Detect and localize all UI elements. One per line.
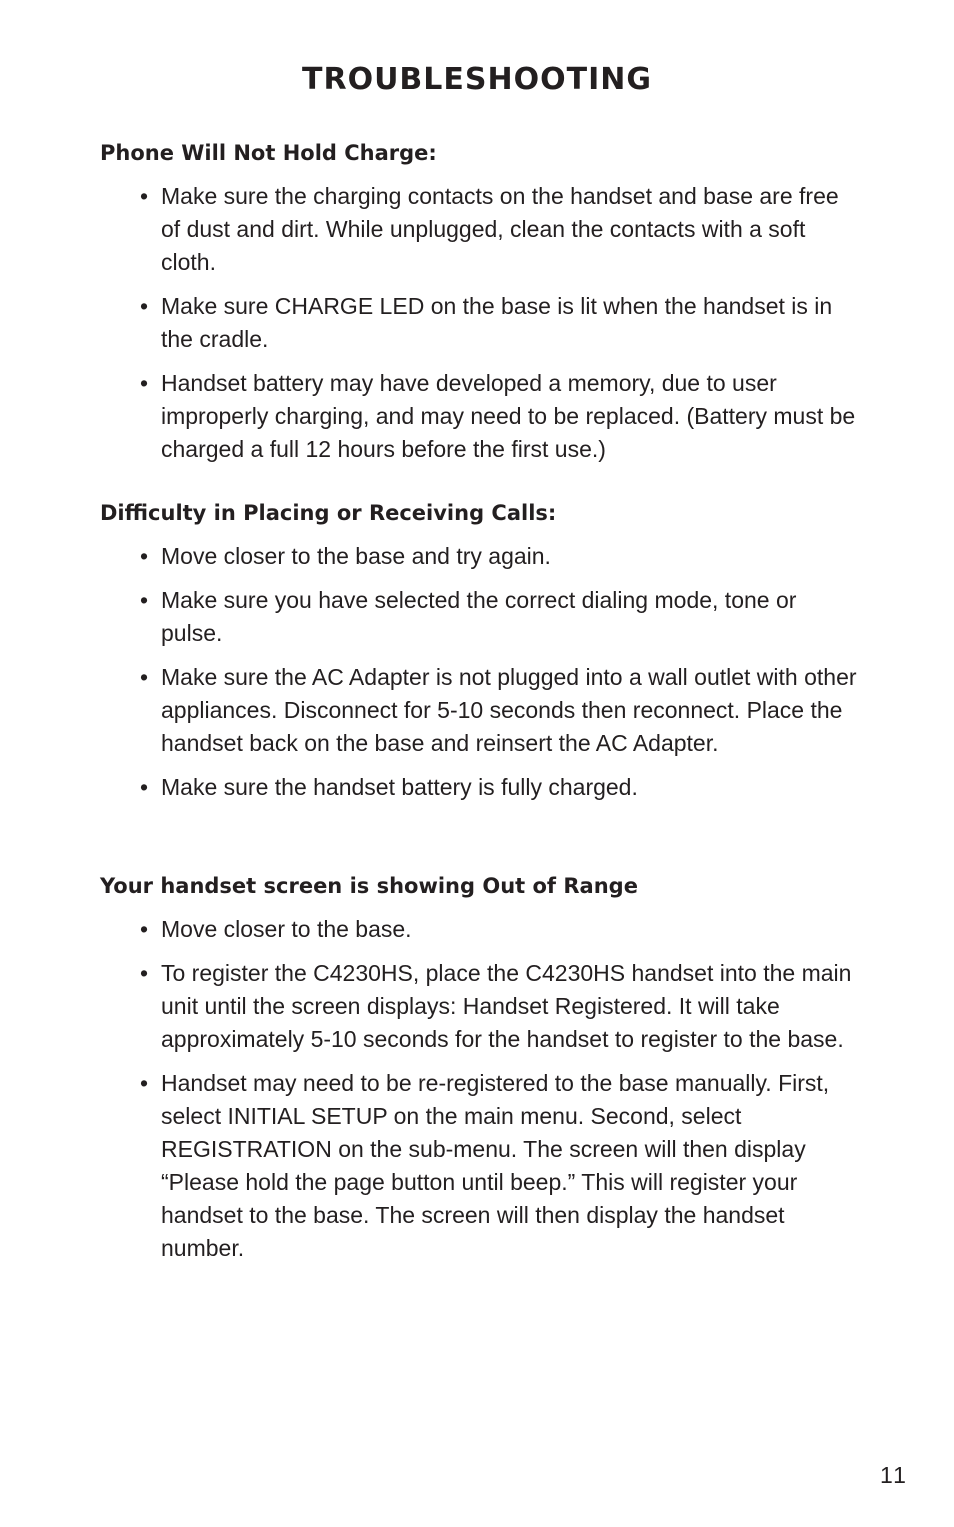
list-item-text: Move closer to the base. [161, 916, 412, 942]
list-item [100, 367, 860, 466]
list-item-text: Make sure CHARGE LED on the base is lit when the handset is in the cradle. [161, 293, 833, 352]
list-item-text: Move closer to the base and try again. [161, 543, 551, 569]
bullet-icon: • [140, 960, 149, 986]
section-heading: Your handset screen is showing Out of Range [100, 874, 638, 898]
bullet-icon: • [140, 916, 149, 942]
section-out-of-range [100, 872, 860, 1276]
bullet-icon: • [140, 183, 149, 209]
section-heading: Phone Will Not Hold Charge: [100, 141, 437, 165]
list-item-text: To register the C4230HS, place the C4230HS handset into the main unit until the screen displays: Handset Registered. It will take approximately 5-10 seconds for the handset to register to the base. [161, 960, 852, 1052]
bullet-icon: • [140, 370, 149, 396]
list-item [100, 661, 860, 760]
list-item-text: Make sure you have selected the correct dialing mode, tone or pulse. [161, 587, 797, 646]
list-item-text: Make sure the charging contacts on the handset and base are free of dust and dirt. While unplugged, clean the contacts with a soft cloth. [161, 183, 839, 275]
bullet-icon: • [140, 543, 149, 569]
bullet-list [100, 180, 860, 466]
bullet-icon: • [140, 664, 149, 690]
list-item-text: Handset may need to be re-registered to the base manually. First, select INITIAL SETUP on the main menu. Second, select REGISTRATION on the sub-menu. The screen will then display “Please hold the page button until beep.” This will register your handset to the base. The screen will then display the handset number. [161, 1070, 830, 1261]
list-item [100, 771, 860, 804]
bullet-icon: • [140, 1070, 149, 1096]
bullet-list [100, 540, 860, 804]
list-item [100, 540, 860, 573]
bullet-list [100, 913, 860, 1265]
bullet-icon: • [140, 293, 149, 319]
bullet-icon: • [140, 774, 149, 800]
list-item [100, 913, 860, 946]
list-item [100, 290, 860, 356]
page-title: TROUBLESHOOTING [302, 62, 652, 97]
section-phone-will-not-hold-charge [100, 139, 860, 477]
section-difficulty-placing-receiving-calls [100, 499, 860, 815]
list-item [100, 584, 860, 650]
list-item-text: Handset battery may have developed a memory, due to user improperly charging, and may need to be replaced. (Battery must be charged a full 12 hours before the first use.) [161, 370, 856, 462]
section-heading: Difficulty in Placing or Receiving Calls: [100, 501, 557, 525]
list-item-text: Make sure the AC Adapter is not plugged into a wall outlet with other appliances. Disconnect for 5-10 seconds then reconnect. Place the handset back on the base and reinsert the AC Adapter. [161, 664, 857, 756]
list-item [100, 957, 860, 1056]
list-item [100, 180, 860, 279]
bullet-icon: • [140, 587, 149, 613]
list-item-text: Make sure the handset battery is fully charged. [161, 774, 638, 800]
list-item [100, 1067, 860, 1265]
page-number: 11 [880, 1462, 908, 1488]
